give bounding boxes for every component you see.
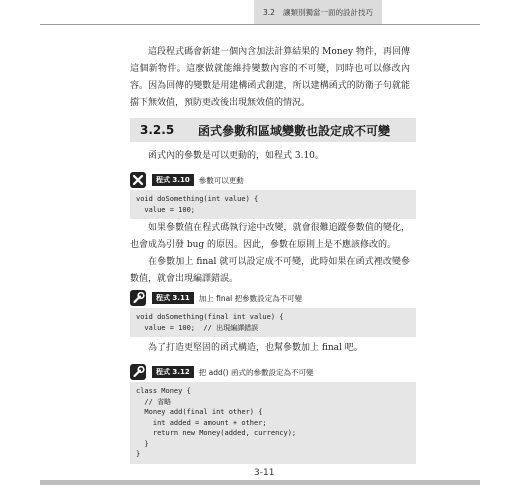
code-line: void doSomething(int value) { [136, 195, 259, 203]
footer-bar [40, 480, 480, 485]
listing-3-11-caption [130, 290, 302, 306]
page-number: 3-11 [254, 468, 275, 478]
wrench-icon [130, 290, 150, 306]
final-paragraph: 在參數加上 final 就可以設定成不可變，此時如果在函式裡改變參數值，就會出現編譯錯誤。 [130, 257, 410, 284]
code-line: } [136, 439, 149, 448]
listing-3-11-code [130, 308, 416, 337]
section-number: 3.2.5 [140, 123, 175, 137]
listing-3-12-caption [130, 364, 313, 380]
listing-3-11-badge: 程式 3.11 [152, 292, 194, 304]
code-line: // 省略 [136, 397, 172, 406]
section-heading [130, 118, 416, 142]
listing-3-11-title: 加上 final 把參數設定為不可變 [198, 293, 303, 303]
code-line: } [136, 450, 141, 458]
listing-3-10-title: 參數可以更動 [198, 175, 244, 185]
listing-3-12-badge: 程式 3.12 [152, 366, 194, 378]
listing-3-12-title: 把 add() 函式的參數設定為不可變 [198, 367, 314, 377]
code-line: int added = amount + other; [136, 418, 267, 427]
money-paragraph: 為了打造更堅固的函式構造，也幫參數加上 final 吧。 [148, 343, 363, 353]
cross-icon [130, 172, 150, 188]
listing-3-10-code [130, 190, 416, 219]
code-line: value = 100; // 出現編譯錯誤 [136, 323, 259, 332]
wrench-icon [130, 364, 150, 380]
bug-paragraph: 如果參數值在程式碼執行途中改變，就會很難追蹤參數值的變化，也會成為引發 bug 的原因。因此，參數在原則上是不應該修改的。 [130, 223, 410, 250]
listing-3-10-caption [130, 172, 244, 188]
params-paragraph: 函式內的參數是可以更動的，如程式 3.10。 [148, 151, 324, 161]
code-line: value = 100; [136, 205, 196, 214]
header-section-title: 讓類別獨當一面的設計技巧 [282, 7, 373, 17]
code-line: return new Money(added, currency); [136, 429, 297, 437]
running-header [40, 0, 480, 25]
listing-3-10-badge: 程式 3.10 [152, 174, 194, 186]
header-tab [254, 0, 382, 24]
intro-paragraph: 這段程式碼會新建一個內含加法計算結果的 Money 物件，再回傳這個新物件。這麼做就能維持變數內容的不可變，同時也可以修改內容。因為回傳的變數是用建構函式創建，所以建構函式的防衛子句就能擋下無效值，預防更改後出現無效值的情況。 [130, 47, 410, 108]
code-line: void doSomething(final int value) { [136, 313, 284, 321]
code-line: class Money { [136, 387, 191, 395]
code-line: Money add(final int other) { [136, 408, 263, 416]
header-section-number: 3.2 [263, 7, 275, 17]
section-title: 函式參數和區域變數也設定成不可變 [198, 123, 391, 138]
listing-3-12-code [130, 382, 416, 464]
